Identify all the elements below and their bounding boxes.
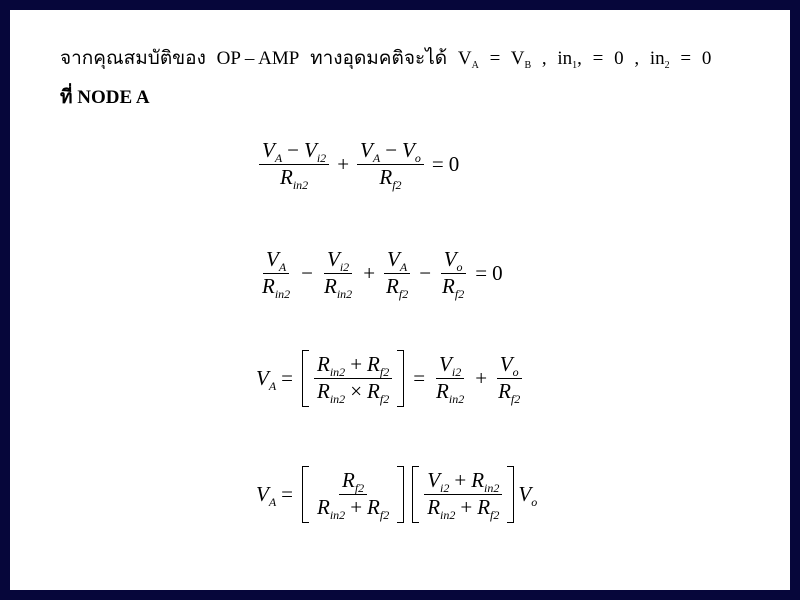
thai-phrase: จากคุณสมบัติของ	[60, 48, 206, 69]
va-text: V	[457, 48, 472, 69]
ideal-phrase: ทางอุดมคติจะได้	[310, 48, 448, 69]
equation-4: $V_A$ = $\frac{R_{f2}}{R_{in2} + R_{f2}}$ $\frac{V_{i2} + R_{in2}}{R_{in2} + R_{f2}}$ $V_o$	[256, 468, 538, 522]
fraction: $\frac{V_A - V_{i2}}{R_{in2}}$	[259, 138, 329, 191]
opamp-label: OP – AMP	[216, 48, 300, 69]
fraction: $\frac{V_A}{R_{in2}}$	[262, 247, 291, 301]
fraction: $\frac{V_o}{R_{f2}}$	[442, 247, 465, 301]
fraction: $\frac{R_{in2} + R_{f2}}{R_{in2} \times R_{f2}}$	[314, 352, 392, 405]
in1-text: in	[557, 48, 573, 69]
fraction: $\frac{V_{i2} + R_{in2}}{R_{in2} + R_{f2}}$	[424, 468, 502, 521]
equation-1: $\frac{V_A - V_{i2}}{R_{in2}}$ + $\frac{V_A - V_o}{R_{f2}}$ = 0	[256, 138, 459, 191]
equation-3: $V_A$ = $\frac{R_{in2} + R_{f2}}{R_{in2} \times R_{f2}}$ = $\frac{V_{i2}}{R_{in2}}$ + $\frac{V_o}{R_{f2}}$	[256, 350, 526, 407]
equation-2: $\frac{V_A}{R_{in2}}$ − $\frac{V_{i2}}{R_{in2}}$ + $\frac{V_A}{R_{f2}}$ − $\frac{V_o}{R_{f2}}$ = 0	[256, 247, 503, 300]
fraction: $\frac{V_o}{R_{f2}}$	[498, 352, 521, 406]
bracket-group	[298, 466, 408, 523]
text-line-node-a: ที่ NODE A	[60, 87, 150, 108]
slide	[10, 10, 790, 590]
fraction: $\frac{R_{f2}}{R_{in2} + R_{f2}}$	[317, 468, 390, 522]
fraction: $\frac{V_A}{R_{f2}}$	[386, 247, 409, 301]
bracket-group	[408, 466, 518, 523]
fraction: $\frac{V_{i2}}{R_{in2}}$	[324, 247, 353, 301]
fraction: $\frac{V_{i2}}{R_{in2}}$	[436, 352, 465, 406]
bracket-group	[298, 350, 408, 407]
fraction: $\frac{V_A - V_o}{R_{f2}}$	[357, 138, 424, 191]
text-line-ideal-opamp: จากคุณสมบัติของ OP – AMP ทางอุดมคติจะได้ $V_A = V_B$ , $in_1$, = 0 , $in_2 = 0$	[60, 48, 712, 71]
in2-text: in	[649, 48, 665, 69]
vb-text: V	[510, 48, 525, 69]
